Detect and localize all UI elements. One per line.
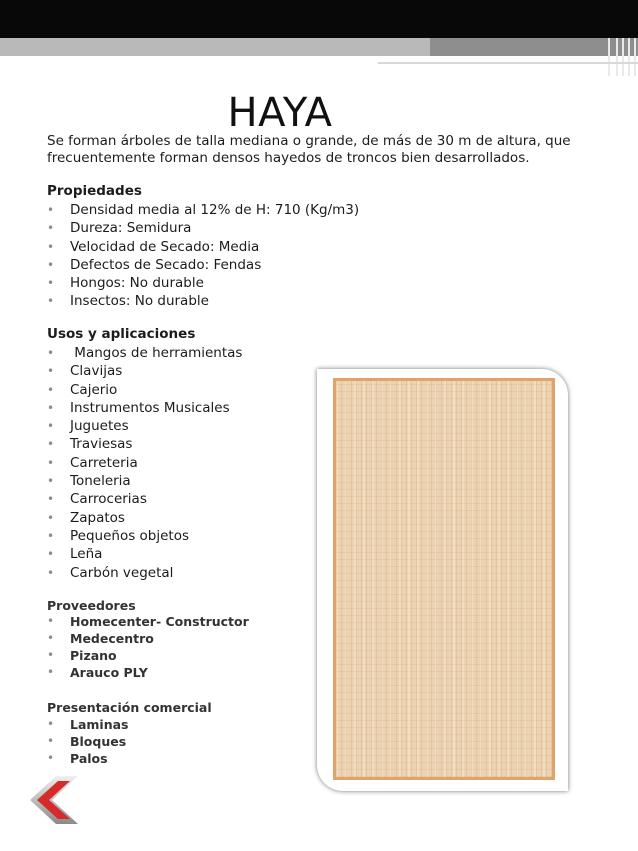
header-stripe [628,38,630,76]
bullet-icon: • [47,257,55,272]
list-item [47,564,242,582]
list-item [47,435,242,453]
propiedades-list [47,201,359,311]
list-item [47,647,249,664]
list-item-label: Hongos: No durable [70,275,204,292]
bullet-icon: • [47,631,55,645]
list-item-label: Carbón vegetal [70,564,174,581]
list-item [47,716,128,733]
bullet-icon: • [47,364,55,379]
bullet-icon: • [47,734,55,748]
list-item-label: Clavijas [70,363,123,380]
list-item [47,256,359,274]
page-title: HAYA [227,89,333,136]
header-stripe [622,38,624,76]
list-item-label: Zapatos [70,509,125,526]
list-item-label: Defectos de Secado: Fendas [70,256,262,273]
bullet-icon: • [47,382,55,397]
list-item-label: Carrocerias [70,491,147,508]
list-item [47,344,242,362]
bullet-icon: • [47,614,55,628]
list-item [47,381,242,399]
bullet-icon: • [47,492,55,507]
bullet-icon: • [47,346,55,360]
list-item-label: Instrumentos Musicales [70,399,230,416]
list-item-label: Medecentro [70,631,154,646]
list-item-label: Mangos de herramientas [70,345,243,361]
list-item-label: Pequeños objetos [70,527,190,544]
list-item-label: Bloques [70,734,127,749]
bullet-icon: • [47,203,55,217]
header-bar [0,0,638,38]
list-item [47,399,242,417]
bullet-icon: • [47,751,55,765]
list-item [47,613,249,630]
header-stripe [634,38,636,76]
list-item [47,454,242,472]
list-item-label: Toneleria [70,473,131,490]
bullet-icon: • [47,474,55,489]
header-stripe [608,38,610,76]
usos-list [47,344,242,582]
header-divider-line [378,62,638,64]
list-item-label: Dureza: Semidura [70,220,192,237]
list-item-label: Homecenter- Constructor [70,614,249,629]
bullet-icon: • [47,239,55,254]
list-item-label: Velocidad de Secado: Media [70,238,260,255]
list-item [47,238,359,256]
back-arrow-icon[interactable] [28,774,84,826]
list-item-label: Carreteria [70,454,138,471]
beech-wood-image [333,378,555,780]
proveedores-heading: Proveedores [47,598,136,613]
list-item [47,545,242,563]
bullet-icon: • [47,648,55,662]
list-item [47,292,359,310]
list-item [47,417,242,435]
bullet-icon: • [47,419,55,434]
list-item [47,362,242,380]
list-item-label: Leña [70,546,103,563]
header-band-accent [430,38,638,56]
list-item [47,664,249,681]
list-item [47,630,249,647]
bullet-icon: • [47,717,55,731]
list-item-label: Juguetes [70,418,129,435]
bullet-icon: • [47,565,55,580]
list-item [47,750,128,767]
list-item [47,219,359,237]
list-item [47,527,242,545]
bullet-icon: • [47,510,55,525]
bullet-icon: • [47,294,55,309]
list-item [47,490,242,508]
list-item [47,274,359,292]
list-item-label: Cajerio [70,381,118,398]
presentacion-heading: Presentación comercial [47,700,212,715]
usos-heading: Usos y aplicaciones [47,326,196,342]
bullet-icon: • [47,547,55,562]
list-item-label: Arauco PLY [70,665,148,680]
bullet-icon: • [47,221,55,236]
bullet-icon: • [47,437,55,452]
list-item-label: Pizano [70,648,117,663]
bullet-icon: • [47,455,55,470]
proveedores-list [47,613,249,681]
list-item-label: Traviesas [70,436,133,453]
bullet-icon: • [47,665,55,679]
list-item-label: Densidad media al 12% de H: 710 (Kg/m3) [70,202,360,218]
list-item-label: Laminas [70,717,129,732]
intro-paragraph: Se forman árboles de talla mediana o grande, de más de 30 m de altura, que frecuentemente forman densos hayedos de troncos bien desarrollados. [47,133,571,166]
header-stripe [616,38,618,76]
list-item [47,472,242,490]
bullet-icon: • [47,528,55,543]
presentacion-list [47,716,128,767]
list-item [47,733,128,750]
propiedades-heading: Propiedades [47,183,142,199]
bullet-icon: • [47,276,55,291]
list-item [47,201,359,219]
list-item [47,509,242,527]
list-item-label: Palos [70,751,108,766]
bullet-icon: • [47,400,55,415]
list-item-label: Insectos: No durable [70,293,209,310]
